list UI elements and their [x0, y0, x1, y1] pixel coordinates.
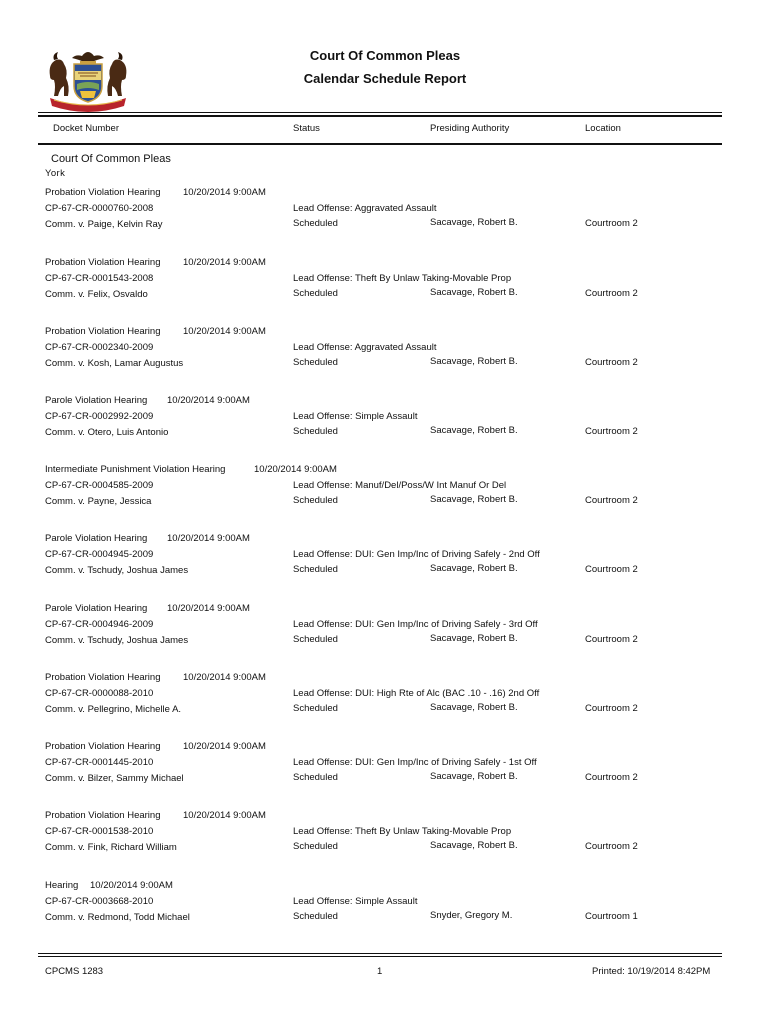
hearing-type: Intermediate Punishment Violation Hearing — [45, 464, 226, 475]
docket-number: CP-67-CR-0000760-2008 — [45, 203, 154, 214]
header-divider — [38, 115, 722, 117]
case-caption: Comm. v. Redmond, Todd Michael — [45, 912, 190, 923]
case-caption: Comm. v. Payne, Jessica — [45, 496, 152, 507]
lead-offense: Lead Offense: DUI: Gen Imp/Inc of Driving Safely - 3rd Off — [293, 619, 538, 630]
presiding-authority: Sacavage, Robert B. — [430, 287, 518, 298]
calendar-entry — [0, 810, 768, 870]
presiding-authority: Sacavage, Robert B. — [430, 840, 518, 851]
case-caption: Comm. v. Paige, Kelvin Ray — [45, 219, 163, 230]
calendar-entry — [0, 326, 768, 386]
status: Scheduled — [293, 218, 338, 229]
lead-offense: Lead Offense: DUI: High Rte of Alc (BAC .10 - .16) 2nd Off — [293, 688, 540, 699]
calendar-entry — [0, 533, 768, 593]
status: Scheduled — [293, 841, 338, 852]
location: Courtroom 2 — [585, 426, 638, 437]
location: Courtroom 2 — [585, 564, 638, 575]
pennsylvania-seal-icon — [44, 46, 132, 112]
lead-offense: Lead Offense: Theft By Unlaw Taking-Movable Prop — [293, 826, 512, 837]
printed-timestamp: Printed: 10/19/2014 8:42PM — [592, 966, 711, 977]
page-number: 1 — [377, 966, 383, 977]
footer-divider — [38, 956, 722, 957]
calendar-entry — [0, 395, 768, 455]
hearing-datetime: 10/20/2014 9:00AM — [183, 672, 266, 683]
status: Scheduled — [293, 703, 338, 714]
lead-offense: Lead Offense: Manuf/Del/Poss/W Int Manuf Or Del — [293, 480, 507, 491]
presiding-authority: Sacavage, Robert B. — [430, 702, 518, 713]
status: Scheduled — [293, 495, 338, 506]
docket-number: CP-67-CR-0000088-2010 — [45, 688, 154, 699]
hearing-type: Probation Violation Hearing — [45, 326, 161, 337]
case-caption: Comm. v. Bilzer, Sammy Michael — [45, 773, 184, 784]
location: Courtroom 2 — [585, 218, 638, 229]
status: Scheduled — [293, 288, 338, 299]
status: Scheduled — [293, 634, 338, 645]
case-caption: Comm. v. Tschudy, Joshua James — [45, 565, 189, 576]
docket-number: CP-67-CR-0004945-2009 — [45, 549, 154, 560]
status: Scheduled — [293, 911, 338, 922]
report-court-title: Court Of Common Pleas — [309, 48, 461, 63]
docket-number: CP-67-CR-0004585-2009 — [45, 480, 154, 491]
calendar-entry — [0, 464, 768, 524]
hearing-datetime: 10/20/2014 9:00AM — [183, 257, 266, 268]
hearing-datetime: 10/20/2014 9:00AM — [90, 880, 173, 891]
hearing-type: Probation Violation Hearing — [45, 672, 161, 683]
case-caption: Comm. v. Tschudy, Joshua James — [45, 635, 189, 646]
status: Scheduled — [293, 426, 338, 437]
hearing-datetime: 10/20/2014 9:00AM — [183, 810, 266, 821]
location: Courtroom 2 — [585, 841, 638, 852]
status: Scheduled — [293, 564, 338, 575]
hearing-type: Hearing — [45, 880, 79, 891]
calendar-entry — [0, 741, 768, 801]
case-caption: Comm. v. Fink, Richard William — [45, 842, 177, 853]
hearing-datetime: 10/20/2014 9:00AM — [167, 533, 250, 544]
calendar-entry — [0, 187, 768, 247]
presiding-authority: Sacavage, Robert B. — [430, 356, 518, 367]
lead-offense: Lead Offense: Simple Assault — [293, 411, 418, 422]
location: Courtroom 1 — [585, 911, 638, 922]
docket-number: CP-67-CR-0002992-2009 — [45, 411, 154, 422]
calendar-entry — [0, 257, 768, 317]
form-id: CPCMS 1283 — [45, 966, 104, 977]
column-header-authority: Presiding Authority — [430, 123, 510, 134]
location: Courtroom 2 — [585, 288, 638, 299]
calendar-entry — [0, 672, 768, 732]
hearing-datetime: 10/20/2014 9:00AM — [183, 326, 266, 337]
presiding-authority: Sacavage, Robert B. — [430, 633, 518, 644]
presiding-authority: Sacavage, Robert B. — [430, 563, 518, 574]
column-header-status: Status — [293, 123, 320, 134]
hearing-type: Probation Violation Hearing — [45, 810, 161, 821]
report-title: Calendar Schedule Report — [303, 71, 467, 86]
lead-offense: Lead Offense: Aggravated Assault — [293, 203, 437, 214]
presiding-authority: Sacavage, Robert B. — [430, 494, 518, 505]
presiding-authority: Sacavage, Robert B. — [430, 771, 518, 782]
hearing-datetime: 10/20/2014 9:00AM — [167, 603, 250, 614]
lead-offense: Lead Offense: Theft By Unlaw Taking-Movable Prop — [293, 273, 512, 284]
case-caption: Comm. v. Pellegrino, Michelle A. — [45, 704, 182, 715]
section-court: Court Of Common Pleas — [51, 153, 171, 165]
hearing-type: Parole Violation Hearing — [45, 533, 148, 544]
calendar-entry — [0, 603, 768, 663]
column-header-divider — [38, 143, 722, 145]
hearing-datetime: 10/20/2014 9:00AM — [183, 187, 266, 198]
lead-offense: Lead Offense: DUI: Gen Imp/Inc of Driving Safely - 2nd Off — [293, 549, 540, 560]
footer-divider — [38, 953, 722, 954]
hearing-type: Parole Violation Hearing — [45, 603, 148, 614]
presiding-authority: Sacavage, Robert B. — [430, 217, 518, 228]
location: Courtroom 2 — [585, 772, 638, 783]
hearing-type: Parole Violation Hearing — [45, 395, 148, 406]
case-caption: Comm. v. Felix, Osvaldo — [45, 289, 148, 300]
header-divider — [38, 112, 722, 113]
location: Courtroom 2 — [585, 703, 638, 714]
presiding-authority: Sacavage, Robert B. — [430, 425, 518, 436]
lead-offense: Lead Offense: Aggravated Assault — [293, 342, 437, 353]
location: Courtroom 2 — [585, 634, 638, 645]
docket-number: CP-67-CR-0001543-2008 — [45, 273, 154, 284]
hearing-type: Probation Violation Hearing — [45, 257, 161, 268]
docket-number: CP-67-CR-0002340-2009 — [45, 342, 154, 353]
hearing-datetime: 10/20/2014 9:00AM — [254, 464, 337, 475]
docket-number: CP-67-CR-0001538-2010 — [45, 826, 154, 837]
case-caption: Comm. v. Kosh, Lamar Augustus — [45, 358, 184, 369]
lead-offense: Lead Offense: DUI: Gen Imp/Inc of Driving Safely - 1st Off — [293, 757, 537, 768]
section-county: York — [45, 168, 66, 179]
status: Scheduled — [293, 772, 338, 783]
column-header-docket: Docket Number — [53, 123, 119, 134]
column-header-location: Location — [585, 123, 621, 134]
case-caption: Comm. v. Otero, Luis Antonio — [45, 427, 169, 438]
hearing-datetime: 10/20/2014 9:00AM — [167, 395, 250, 406]
hearing-datetime: 10/20/2014 9:00AM — [183, 741, 266, 752]
location: Courtroom 2 — [585, 357, 638, 368]
docket-number: CP-67-CR-0001445-2010 — [45, 757, 154, 768]
presiding-authority: Snyder, Gregory M. — [430, 910, 513, 921]
status: Scheduled — [293, 357, 338, 368]
docket-number: CP-67-CR-0004946-2009 — [45, 619, 154, 630]
hearing-type: Probation Violation Hearing — [45, 741, 161, 752]
lead-offense: Lead Offense: Simple Assault — [293, 896, 418, 907]
hearing-type: Probation Violation Hearing — [45, 187, 161, 198]
calendar-entry — [0, 880, 768, 940]
docket-number: CP-67-CR-0003668-2010 — [45, 896, 154, 907]
location: Courtroom 2 — [585, 495, 638, 506]
